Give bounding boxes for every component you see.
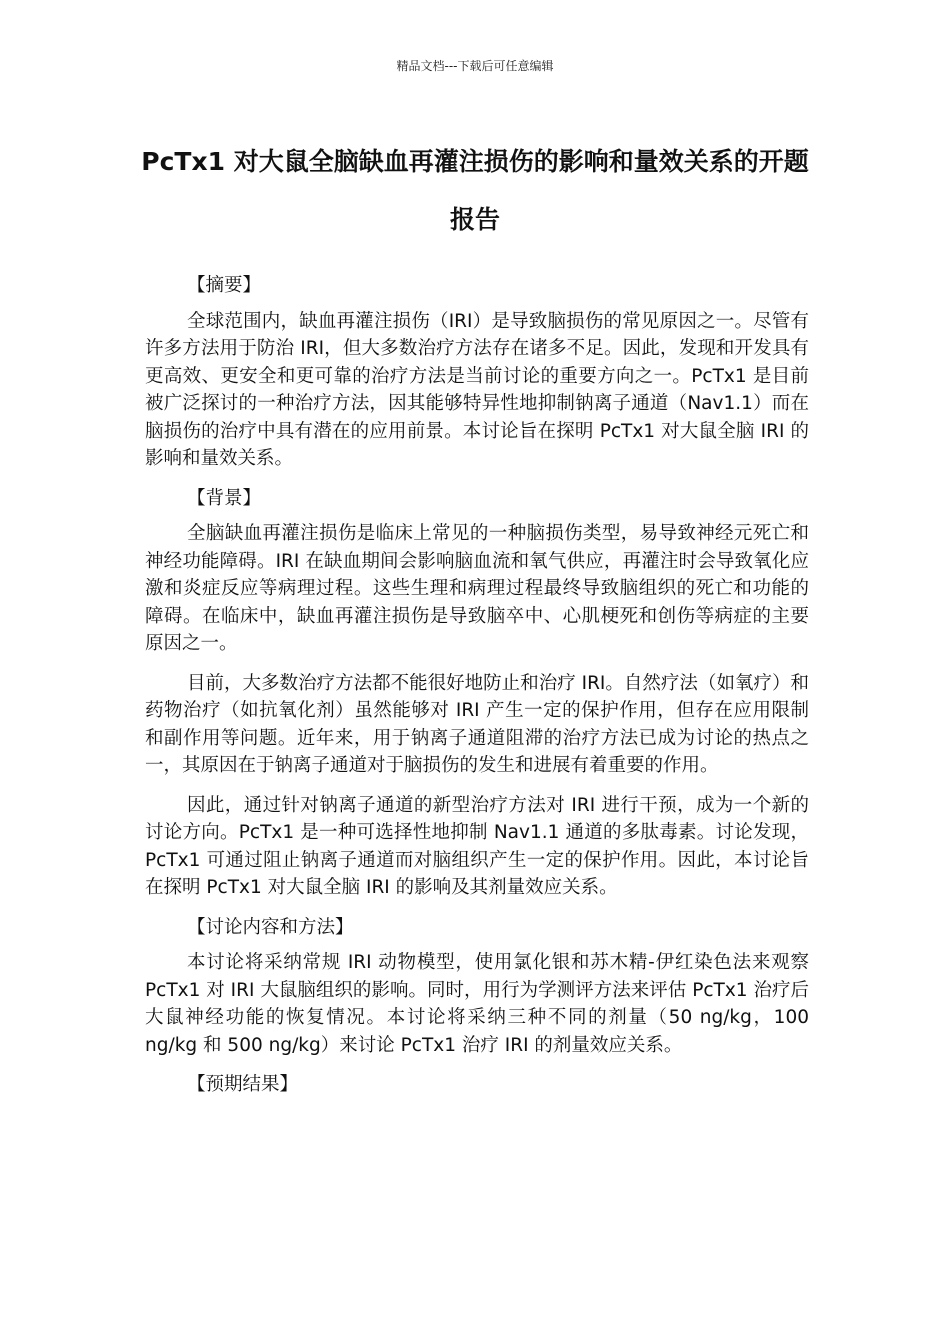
paragraph: 全球范围内，缺血再灌注损伤（IRI）是导致脑损伤的常见原因之一。尽管有许多方法用于防治 IRI，但大多数治疗方法存在诸多不足。因此，发现和开发具有更高效、更安全和更可靠的治疗方法是当前讨论的重要方向之一。PcTx1 是目前被广泛探讨的一种治疗方法，因其能够特异性地抑制钠离子通道（Nav1.1）而在脑损伤的治疗中具有潜在的应用前景。本讨论旨在探明 PcTx1 对大鼠全脑 IRI 的影响和量效关系。	[145, 310, 809, 469]
paragraph: 本讨论将采纳常规 IRI 动物模型，使用氯化银和苏木精-伊红染色法来观察 PcTx1 对 IRI 大鼠脑组织的影响。同时，用行为学测评方法来评估 PcTx1 治疗后大鼠神经功能的恢复情况。本讨论将采纳三种不同的剂量（50 ng/kg，100 ng/kg 和 500 ng/kg）来讨论 PcTx1 治疗 IRI 的剂量效应关系。	[145, 952, 809, 1056]
section-heading: 【预期结果】	[187, 1074, 299, 1095]
header-note: 精品文档---下载后可任意编辑	[396, 59, 554, 73]
paragraph: 因此，通过针对钠离子通道的新型治疗方法对 IRI 进行干预，成为一个新的讨论方向。PcTx1 是一种可选择性地抑制 Nav1.1 通道的多肽毒素。讨论发现，PcTx1 可通过阻止钠离子通道而对脑组织产生一定的保护作用。因此，本讨论旨在探明 PcTx1 对大鼠全脑 IRI 的影响及其剂量效应关系。	[145, 794, 809, 898]
section-heading: 【摘要】	[187, 275, 262, 296]
section-methods	[145, 914, 809, 1060]
section-expected-results	[145, 1071, 809, 1099]
paragraph: 全脑缺血再灌注损伤是临床上常见的一种脑损伤类型，易导致神经元死亡和神经功能障碍。IRI 在缺血期间会影响脑血流和氧气供应，再灌注时会导致氧化应激和炎症反应等病理过程。这些生理和病理过程最终导致脑组织的死亡和功能的障碍。在临床中，缺血再灌注损伤是导致脑卒中、心肌梗死和创伤等病症的主要原因之一。	[145, 523, 809, 654]
section-background	[145, 485, 809, 902]
paragraph: 目前，大多数治疗方法都不能很好地防止和治疗 IRI。自然疗法（如氧疗）和药物治疗（如抗氧化剂）虽然能够对 IRI 产生一定的保护作用，但存在应用限制和副作用等问题。近年来，用于钠离子通道阻滞的治疗方法已成为讨论的热点之一，其原因在于钠离子通道对于脑损伤的发生和进展有着重要的作用。	[145, 672, 809, 776]
document-title: PcTx1 对大鼠全脑缺血再灌注损伤的影响和量效关系的开题报告	[141, 147, 809, 234]
document-body	[145, 272, 809, 1107]
section-heading: 【讨论内容和方法】	[187, 916, 354, 938]
section-abstract	[145, 272, 809, 473]
section-heading: 【背景】	[187, 487, 262, 509]
